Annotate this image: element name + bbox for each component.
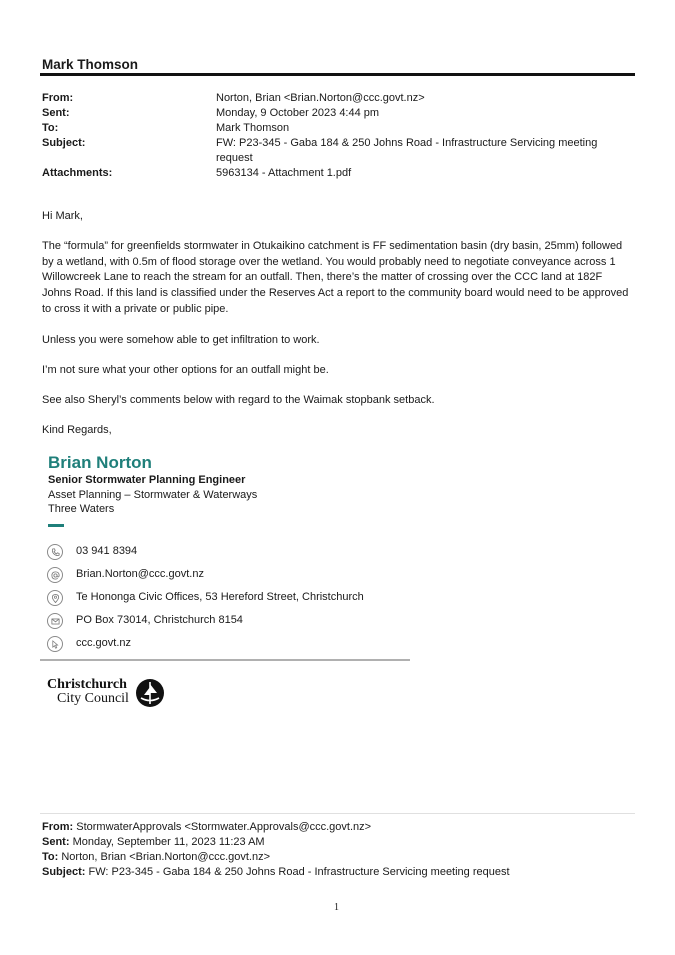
council-logo-icon: [135, 678, 165, 713]
mail-icon: [47, 613, 63, 629]
subject-label: Subject:: [42, 137, 86, 149]
signature-website[interactable]: ccc.govt.nz: [76, 637, 132, 649]
fwd-subject-line: [42, 865, 510, 880]
fwd-from-line: [42, 820, 371, 835]
fwd-from-label: From:: [42, 821, 74, 833]
fwd-subject-value: FW: P23-345 - Gaba 184 & 250 Johns Road - Infrastructure Servicing meeting request: [88, 866, 510, 878]
fwd-sent-value: Monday, September 11, 2023 11:23 AM: [72, 836, 265, 848]
from-label: From:: [42, 92, 74, 104]
body-paragraph-1: The “formula” for greenfields stormwater in Otukaikino catchment is FF sedimentation basin (dry basin, 25mm) followed by a wetland, with 0.5m of flood storage over the wetland. You would probably need to negotiate conveyance across 1 Willowcreek Lane to reach the stream for an outfall. Then, there’s the matter of crossing over the CCC land at 182F Johns Road. If this land is classified under the Reserves Act a report to the community board would need to be approved to cross it with a private or public pipe.: [42, 240, 629, 315]
fwd-sent-line: [42, 835, 265, 850]
signature-rule: [40, 659, 410, 661]
greeting: Hi Mark,: [42, 210, 83, 222]
body-paragraph-2: Unless you were somehow able to get infiltration to work.: [42, 334, 320, 346]
to-label: To:: [42, 122, 59, 134]
email-icon: [47, 567, 63, 583]
council-logo-line2: City Council: [57, 691, 129, 706]
attachment-link[interactable]: 5963134 - Attachment 1.pdf: [216, 167, 352, 179]
closing: Kind Regards,: [42, 424, 112, 436]
attachments-label: Attachments:: [42, 167, 113, 179]
signature-department: Asset Planning – Stormwater & Waterways: [48, 489, 258, 501]
fwd-to-label: To:: [42, 851, 59, 863]
subject-value: FW: P23-345 - Gaba 184 & 250 Johns Road - Infrastructure Servicing meeting request: [216, 137, 598, 164]
signature-po-box: PO Box 73014, Christchurch 8154: [76, 614, 243, 626]
location-icon: [47, 590, 63, 606]
fwd-from-value: StormwaterApprovals <Stormwater.Approvals@ccc.govt.nz>: [76, 821, 372, 833]
body-paragraph-3: I’m not sure what your other options for an outfall might be.: [42, 364, 329, 376]
signature-address: Te Hononga Civic Offices, 53 Hereford Street, Christchurch: [76, 591, 364, 603]
page-number: 1: [334, 902, 339, 913]
sent-label: Sent:: [42, 107, 70, 119]
council-logo-line1: Christchurch: [47, 677, 127, 692]
signature-accent-bar: [48, 524, 64, 527]
forwarded-separator: [40, 813, 635, 814]
signature-unit: Three Waters: [48, 503, 115, 515]
signature-phone[interactable]: 03 941 8394: [76, 545, 138, 557]
sent-value: Monday, 9 October 2023 4:44 pm: [216, 107, 380, 119]
mailbox-owner-name: Mark Thomson: [42, 57, 139, 72]
to-value: Mark Thomson: [216, 122, 290, 134]
signature-email[interactable]: Brian.Norton@ccc.govt.nz: [76, 568, 204, 580]
body-paragraph-4: See also Sheryl’s comments below with regard to the Waimak stopbank setback.: [42, 394, 435, 406]
web-icon: [47, 636, 63, 652]
signature-name: Brian Norton: [48, 453, 152, 472]
from-value: Norton, Brian <Brian.Norton@ccc.govt.nz>: [216, 92, 425, 104]
fwd-to-line: [42, 850, 270, 865]
phone-icon: [47, 544, 63, 560]
fwd-sent-label: Sent:: [42, 836, 70, 848]
signature-title: Senior Stormwater Planning Engineer: [48, 474, 246, 486]
fwd-to-value: Norton, Brian <Brian.Norton@ccc.govt.nz>: [61, 851, 271, 863]
header-rule: [40, 73, 635, 76]
fwd-subject-label: Subject:: [42, 866, 86, 878]
